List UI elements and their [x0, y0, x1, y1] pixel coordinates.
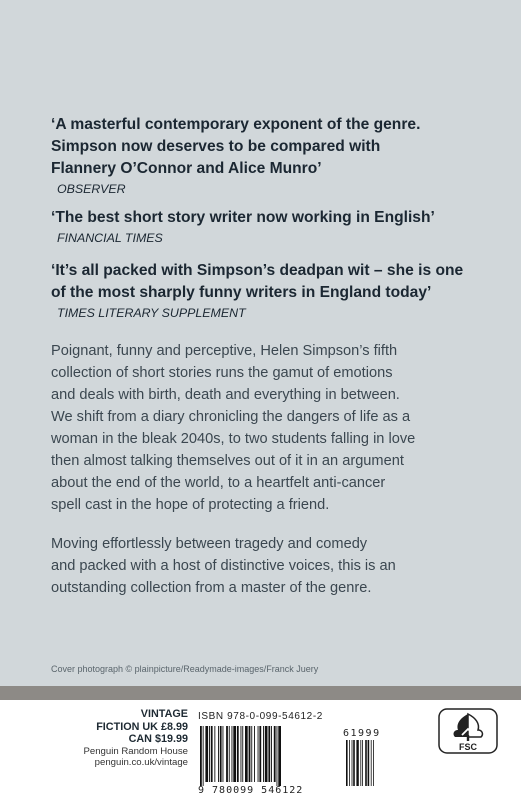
quote-line: ‘The best short story writer now working in English’: [51, 209, 435, 226]
quote-text: [51, 114, 506, 180]
price-can: CAN $19.99: [128, 733, 188, 745]
quote-line: Simpson now deserves to be compared with: [51, 138, 381, 155]
blurb-line: spell cast in the hope of protecting a friend.: [51, 497, 330, 513]
blurb-line: about the end of the world, to a heartfelt anti-cancer: [51, 475, 386, 491]
quote-line: Flannery O’Connor and Alice Munro’: [51, 160, 322, 177]
blurb-line: collection of short stories runs the gamut of emotions: [51, 365, 393, 381]
barcode-digits: 9 780099 546122: [198, 785, 304, 796]
blurb-paragraph: [51, 533, 513, 599]
imprint: VINTAGE: [140, 708, 188, 720]
isbn-text: ISBN 978-0-099-54612-2: [198, 711, 323, 722]
divider-band: [0, 686, 521, 700]
blurb-paragraph: [51, 340, 513, 516]
barcode-panel: [0, 700, 521, 800]
quote-source: OBSERVER: [57, 182, 126, 196]
blurb-line: Poignant, funny and perceptive, Helen Simpson’s fifth: [51, 343, 398, 359]
blurb-line: then almost talking themselves out of it in an argument: [51, 453, 404, 469]
quote-line: ‘It’s all packed with Simpson’s deadpan wit – she is one: [51, 262, 464, 279]
publisher-block: [0, 708, 188, 769]
blurb-line: woman in the bleak 2040s, to two students falling in love: [51, 431, 416, 447]
blurb-line: We shift from a diary chronicling the dangers of life as a: [51, 409, 411, 425]
publisher-url: penguin.co.uk/vintage: [94, 757, 188, 768]
blurb-line: and deals with birth, death and everything in between.: [51, 387, 400, 403]
quote-source: FINANCIAL TIMES: [57, 231, 163, 245]
blurb-line: Moving effortlessly between tragedy and comedy: [51, 536, 368, 552]
fsc-label: FSC: [459, 742, 477, 752]
fsc-tree-icon: [438, 708, 498, 754]
quote-line: of the most sharply funny writers in England today’: [51, 284, 432, 301]
quote-source: TIMES LITERARY SUPPLEMENT: [57, 306, 246, 320]
publisher-house: Penguin Random House: [83, 745, 188, 757]
quote-observer: [51, 114, 506, 197]
price-uk: FICTION UK £8.99: [96, 720, 188, 733]
quote-line: ‘A masterful contemporary exponent of the genre.: [51, 116, 421, 133]
quote-text: [51, 260, 506, 304]
photo-credit: Cover photograph © plainpicture/Readymade-images/Franck Juery: [51, 664, 319, 674]
quote-financial-times: [51, 207, 506, 246]
blurb-line: outstanding collection from a master of the genre.: [51, 580, 372, 596]
blurb-line: and packed with a host of distinctive voices, this is an: [51, 558, 396, 574]
quote-text: [51, 207, 506, 229]
barcode-addon: 61999: [343, 728, 381, 739]
quote-tls: [51, 260, 506, 321]
